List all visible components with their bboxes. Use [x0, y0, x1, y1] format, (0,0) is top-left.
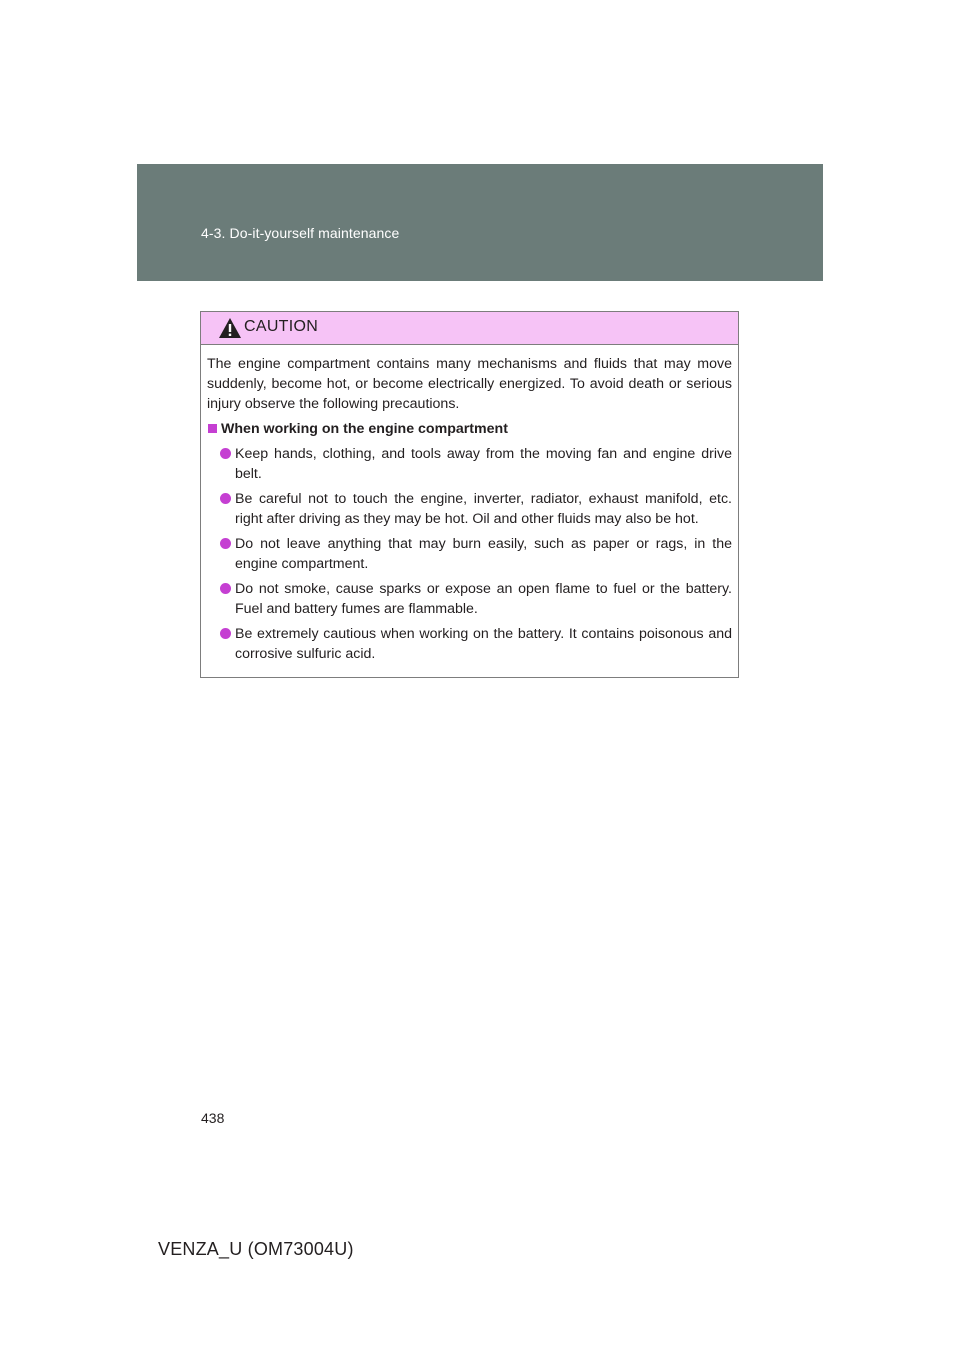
caution-list-item — [220, 534, 732, 574]
caution-item-text: Be extremely cautious when working on the battery. It contains poisonous and corrosive sulfuric acid. — [235, 626, 732, 662]
section-header-band — [137, 164, 823, 281]
caution-list-item — [220, 444, 732, 484]
warning-triangle-icon — [218, 317, 242, 339]
caution-body — [201, 345, 738, 664]
caution-item-text: Do not smoke, cause sparks or expose an open flame to fuel or the battery. Fuel and battery fumes are flammable. — [235, 581, 732, 617]
caution-list-item — [220, 579, 732, 619]
caution-list-item — [220, 624, 732, 664]
circle-bullet-icon — [220, 628, 231, 639]
circle-bullet-icon — [220, 538, 231, 549]
caution-item-text: Be careful not to touch the engine, inverter, radiator, exhaust manifold, etc. right after driving as they may be hot. Oil and other fluids may also be hot. — [235, 491, 732, 527]
page-number: 438 — [201, 1110, 225, 1126]
square-bullet-icon — [208, 424, 217, 433]
circle-bullet-icon — [220, 583, 231, 594]
caution-item-text: Keep hands, clothing, and tools away from the moving fan and engine drive belt. — [235, 446, 732, 482]
circle-bullet-icon — [220, 493, 231, 504]
caution-list-item — [220, 489, 732, 529]
caution-subheading — [207, 419, 732, 439]
caution-header — [201, 312, 738, 345]
caution-subheading-text: When working on the engine compartment — [221, 421, 508, 437]
caution-box — [200, 311, 739, 678]
caution-intro: The engine compartment contains many mechanisms and fluids that may move suddenly, become hot, or become electrically energized. To avoid death or serious injury observe the following precautions. — [207, 356, 732, 412]
document-code: VENZA_U (OM73004U) — [158, 1239, 354, 1259]
caution-label: CAUTION — [244, 318, 319, 335]
section-title: 4-3. Do-it-yourself maintenance — [201, 225, 400, 241]
caution-item-text: Do not leave anything that may burn easily, such as paper or rags, in the engine compartment. — [235, 536, 732, 572]
circle-bullet-icon — [220, 448, 231, 459]
